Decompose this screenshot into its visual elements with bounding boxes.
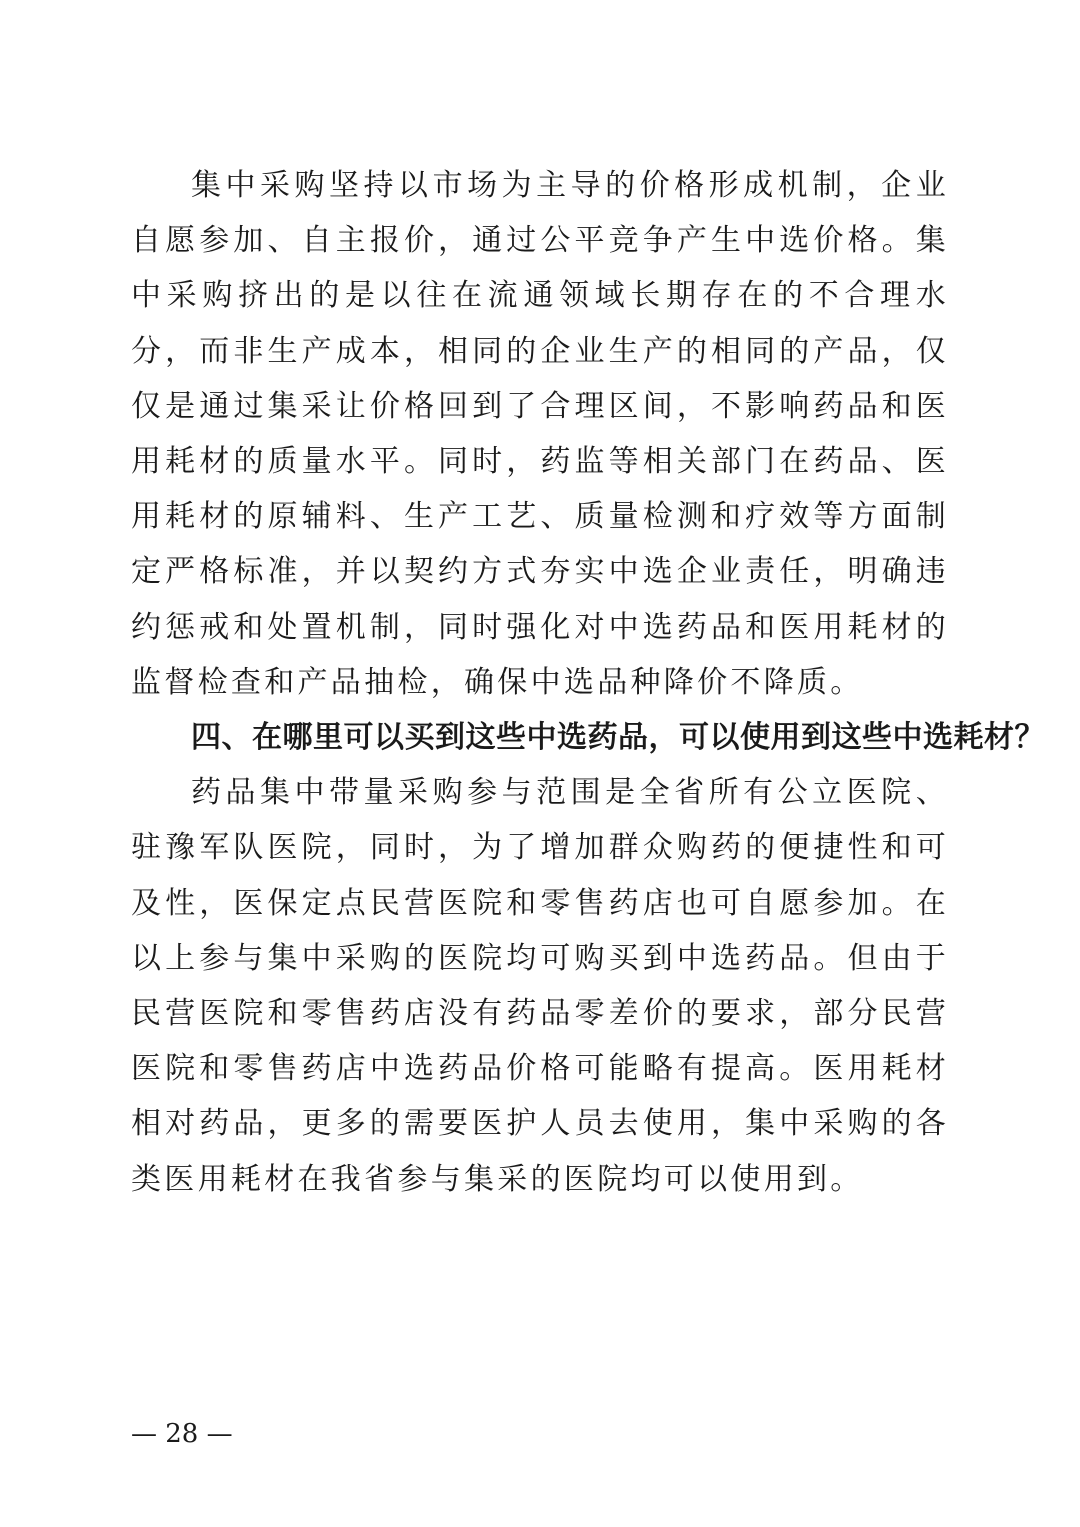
- document-body: [131, 158, 1045, 1207]
- section-heading: 四、在哪里可以买到这些中选药品，可以使用到这些中选耗材？: [191, 720, 1045, 756]
- paragraph-where-to-buy: 药品集中带量采购参与范围是全省所有公立医院、驻豫军队医院，同时，为了增加群众购药的便捷性和可及性，医保定点民营医院和零售药店也可自愿参加。在以上参与集中采购的医院均可购买到中选药品。但由于民营医院和零售药店没有药品零差价的要求，部分民营医院和零售药店中选药品价格可能略有提高。医用耗材相对药品，更多的需要医护人员去使用，集中采购的各类医用耗材在我省参与集采的医院均可以使用到。: [131, 775, 949, 1197]
- page-number: — 28 —: [131, 1419, 233, 1449]
- paragraph-quality-assurance: 集中采购坚持以市场为主导的价格形成机制，企业自愿参加、自主报价，通过公平竞争产生中选价格。集中采购挤出的是以往在流通领域长期存在的不合理水分，而非生产成本，相同的企业生产的相同的产品，仅仅是通过集采让价格回到了合理区间，不影响药品和医用耗材的质量水平。同时，药监等相关部门在药品、医用耗材的原辅料、生产工艺、质量检测和疗效等方面制定严格标准，并以契约方式夯实中选企业责任，明确违约惩戒和处置机制，同时强化对中选药品和医用耗材的监督检查和产品抽检，确保中选品种降价不降质。: [131, 168, 949, 700]
